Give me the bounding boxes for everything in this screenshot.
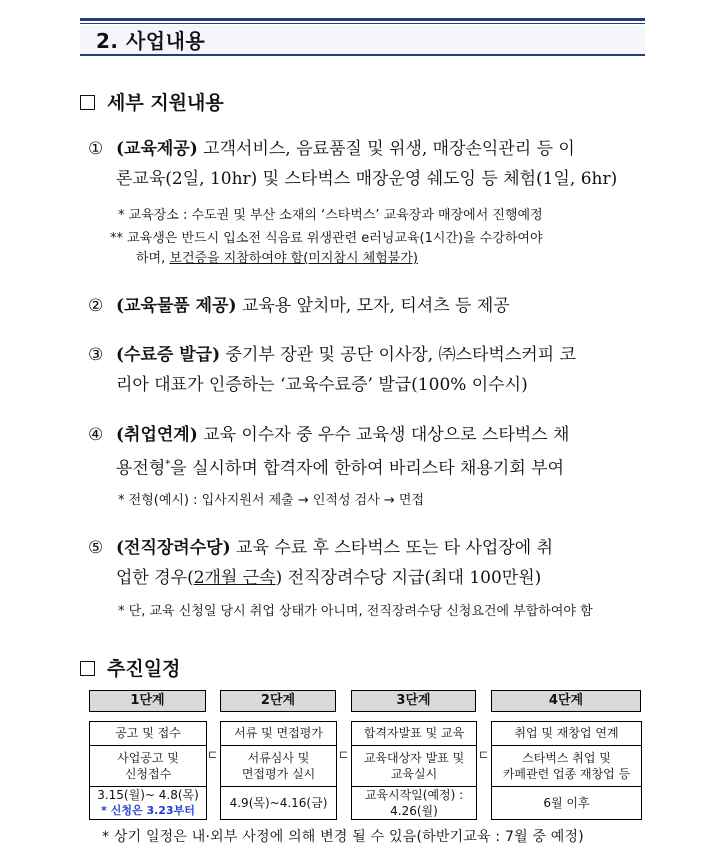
note-health-certificate: [136, 249, 418, 268]
item-text: 론교육(2일, 10hr) 및 스타벅스 매장운영 쉐도잉 등 체험(1일, 6hr): [116, 169, 618, 189]
support-item-4: [88, 420, 648, 482]
item-text: 교육 이수자 중 우수 교육생 대상으로 스타벅스 채: [197, 425, 570, 445]
footnote-marker: *: [165, 459, 171, 470]
item-number: ⑤: [88, 538, 104, 558]
item-heading: (교육제공): [116, 139, 198, 159]
stage-step: 취업 및 재창업 연계: [492, 722, 641, 746]
stage-description: 교육대상자 발표 및 교육실시: [352, 746, 476, 787]
support-item-1: [88, 134, 648, 196]
item-text: 을 실시하며 합격자에 한하여 바리스타 채용기회 부여: [170, 458, 564, 479]
item-text: 교육 수료 후 스타벅스 또는 타 사업장에 취: [230, 538, 554, 558]
stage-head-1: 1단계: [89, 690, 206, 712]
item-underlined-text: 2개월 근속: [193, 568, 276, 588]
next-step-arrow-icon: ⊏: [479, 748, 489, 761]
item-heading: (수료증 발급): [116, 345, 221, 365]
application-start-note: * 신청은 3.23부터: [101, 804, 195, 817]
section-title-schedule: [80, 654, 180, 681]
item-text: 리아 대표가 인증하는 ‘교육수료증’ 발급(100% 이수시): [116, 375, 528, 395]
section-title-support-text: 세부 지원내용: [107, 92, 224, 114]
stage-description: 서류심사 및 면접평가 실시: [221, 746, 336, 787]
stage-box-3: [351, 721, 477, 820]
item-text: 교육용 앞치마, 모자, 티셔츠 등 제공: [236, 296, 510, 316]
note-e-learning: ** 교육생은 반드시 입소전 식음료 위생관련 e러닝교육(1시간)을 수강하여야: [110, 231, 543, 246]
note-hiring-process: * 전형(예시) : 입사지원서 제출 → 인적성 검사 → 면접: [118, 493, 425, 508]
stage-step: 서류 및 면접평가: [221, 722, 336, 746]
stage-description: 스타벅스 취업 및 카페관련 업종 재창업 등: [492, 746, 641, 787]
item-text: ) 전직장려수당 지급(최대 100만원): [275, 568, 542, 588]
stage-head-4: 4단계: [491, 690, 641, 712]
stage-head-2: 2단계: [220, 690, 336, 712]
item-number: ①: [88, 139, 104, 159]
stage-box-1: [89, 721, 207, 820]
section-title-support: [80, 88, 224, 115]
item-text: 업한 경우(: [116, 568, 194, 588]
item-text: 중기부 장관 및 공단 이사장, ㈜스타벅스커피 코: [220, 345, 576, 365]
stage-box-2: [220, 721, 337, 820]
page-title: 2. 사업내용: [96, 29, 206, 53]
header-rule-top-thin: [80, 23, 645, 24]
item-line: [116, 134, 648, 164]
item-text: 고객서비스, 음료품질 및 위생, 매장손익관리 등 이: [197, 139, 575, 159]
checkbox-square-icon: [80, 661, 95, 676]
stage-date: 6월 이후: [543, 796, 590, 810]
note-education-place: * 교육장소 : 수도권 및 부산 소재의 ‘스타벅스’ 교육장과 매장에서 진행예정: [118, 208, 543, 223]
section-title-schedule-text: 추진일정: [107, 658, 181, 680]
stage-description: 사업공고 및 신청접수: [90, 746, 206, 787]
stage-date: 교육시작일(예정) : 4.26(월): [364, 788, 464, 818]
header-rule-top: [80, 18, 645, 21]
schedule-footnote: * 상기 일정은 내·외부 사정에 의해 변경 될 수 있음(하반기교육 : 7월 중 예정): [102, 829, 584, 845]
item-heading: (전직장려수당): [116, 538, 231, 558]
checkbox-square-icon: [80, 95, 95, 110]
next-step-arrow-icon: ⊏: [208, 748, 218, 761]
stage-box-4: [491, 721, 642, 820]
item-heading: (교육물품 제공): [116, 296, 237, 316]
item-text: 용전형: [116, 458, 166, 479]
stage-head-3: 3단계: [351, 690, 476, 712]
item-number: ②: [88, 296, 104, 316]
stage-step: 공고 및 접수: [90, 722, 206, 746]
note-eligibility: * 단, 교육 신청일 당시 취업 상태가 아니며, 전직장려수당 신청요건에 부합하여야 함: [118, 604, 593, 619]
section-header: [80, 18, 645, 56]
next-step-arrow-icon: ⊏: [339, 748, 349, 761]
stage-date: 4.9(목)~4.16(금): [229, 796, 328, 810]
note-text: 하며,: [136, 251, 170, 266]
note-underlined-text: 보건증을 지참하여야 함(미지참시 체험불가): [169, 251, 418, 266]
item-number: ③: [88, 345, 104, 365]
stage-date: 3.15(월)~ 4.8(목) * 신청은 3.23부터: [90, 787, 206, 819]
support-item-5: [88, 533, 648, 595]
item-number: ④: [88, 425, 104, 445]
support-item-3: [88, 340, 648, 402]
header-rule-bottom: [80, 54, 645, 56]
stage-step: 합격자발표 및 교육: [352, 722, 476, 746]
support-item-2: [88, 291, 648, 323]
item-heading: (취업연계): [116, 425, 198, 445]
